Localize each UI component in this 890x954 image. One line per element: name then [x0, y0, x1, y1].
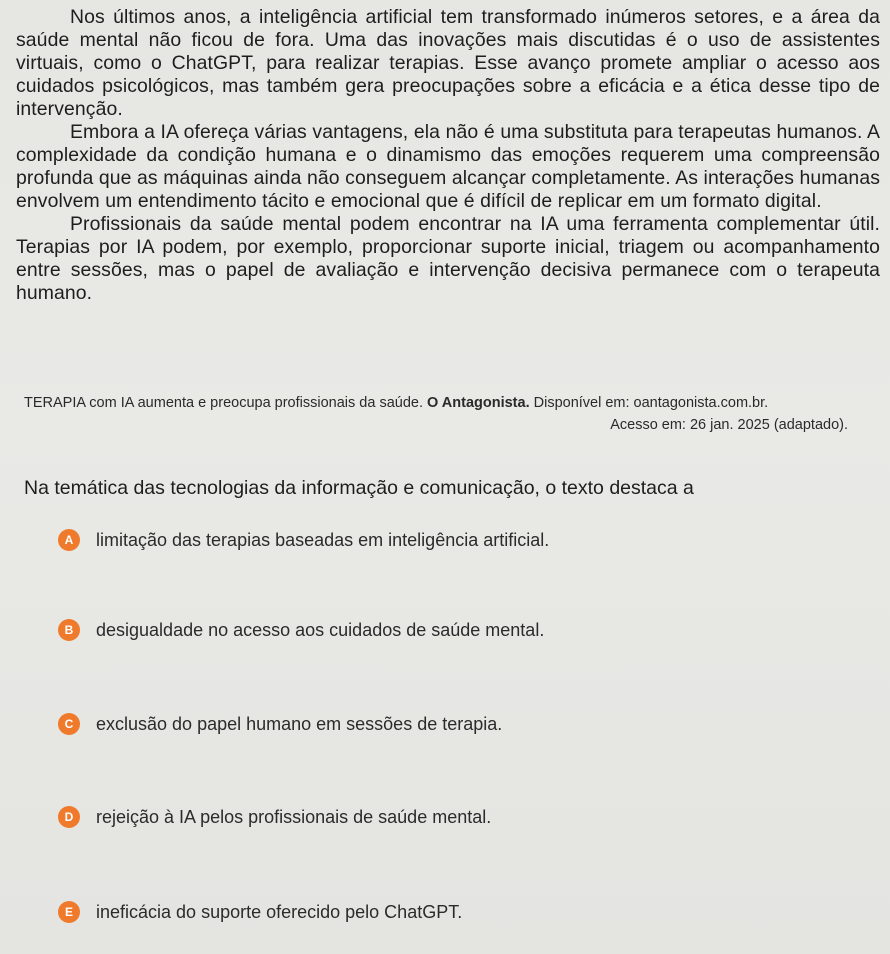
- option-b-badge[interactable]: B: [58, 619, 80, 641]
- citation-publication: O Antagonista.: [427, 395, 530, 411]
- option-b[interactable]: [58, 615, 848, 645]
- citation-title: TERAPIA com IA aumenta e preocupa profissionais da saúde.: [24, 395, 423, 411]
- passage-paragraph-2: Embora a IA ofereça várias vantagens, ela não é uma substituta para terapeutas humanos. A complexidade da condição humana e o dinamismo das emoções requerem uma compreensão profunda que as máquinas ainda não conseguem alcançar completamente. As interações humanas envolvem um entendimento tácito e emocional que é difícil de replicar em um formato digital.: [16, 121, 880, 212]
- reading-passage: [16, 6, 880, 305]
- option-e-text: ineficácia do suporte oferecido pelo ChatGPT.: [96, 901, 463, 922]
- option-b-text: desigualdade no acesso aos cuidados de saúde mental.: [96, 619, 545, 640]
- option-c-badge[interactable]: C: [58, 713, 80, 735]
- passage-paragraph-3: Profissionais da saúde mental podem encontrar na IA uma ferramenta complementar útil. Terapias por IA podem, por exemplo, proporcionar suporte inicial, triagem ou acompanhamento entre sessões, mas o papel de avaliação e intervenção decisiva permanece com o terapeuta humano.: [16, 213, 880, 304]
- citation-access: Acesso em: 26 jan. 2025 (adaptado).: [610, 417, 848, 433]
- source-citation: [24, 392, 848, 436]
- option-a-badge[interactable]: A: [58, 529, 80, 551]
- option-c-text: exclusão do papel humano em sessões de terapia.: [96, 713, 503, 734]
- option-d-badge[interactable]: D: [58, 806, 80, 828]
- option-e[interactable]: [58, 897, 848, 927]
- option-a[interactable]: [58, 525, 848, 555]
- citation-availability: Disponível em: oantagonista.com.br.: [533, 395, 769, 411]
- passage-paragraph-1: Nos últimos anos, a inteligência artificial tem transformado inúmeros setores, e a área da saúde mental não ficou de fora. Uma das inovações mais discutidas é o uso de assistentes virtuais, como o ChatGPT, para realizar terapias. Esse avanço promete ampliar o acesso aos cuidados psicológicos, mas também gera preocupações sobre a eficácia e a ética desse tipo de intervenção.: [16, 6, 880, 120]
- option-c[interactable]: [58, 709, 848, 739]
- citation-line-1: [24, 392, 848, 414]
- option-d-text: rejeição à IA pelos profissionais de saúde mental.: [96, 806, 492, 827]
- option-d[interactable]: [58, 802, 848, 832]
- option-a-text: limitação das terapias baseadas em inteligência artificial.: [96, 529, 550, 550]
- question-stem: Na temática das tecnologias da informação e comunicação, o texto destaca a: [24, 477, 694, 499]
- option-e-badge[interactable]: E: [58, 901, 80, 923]
